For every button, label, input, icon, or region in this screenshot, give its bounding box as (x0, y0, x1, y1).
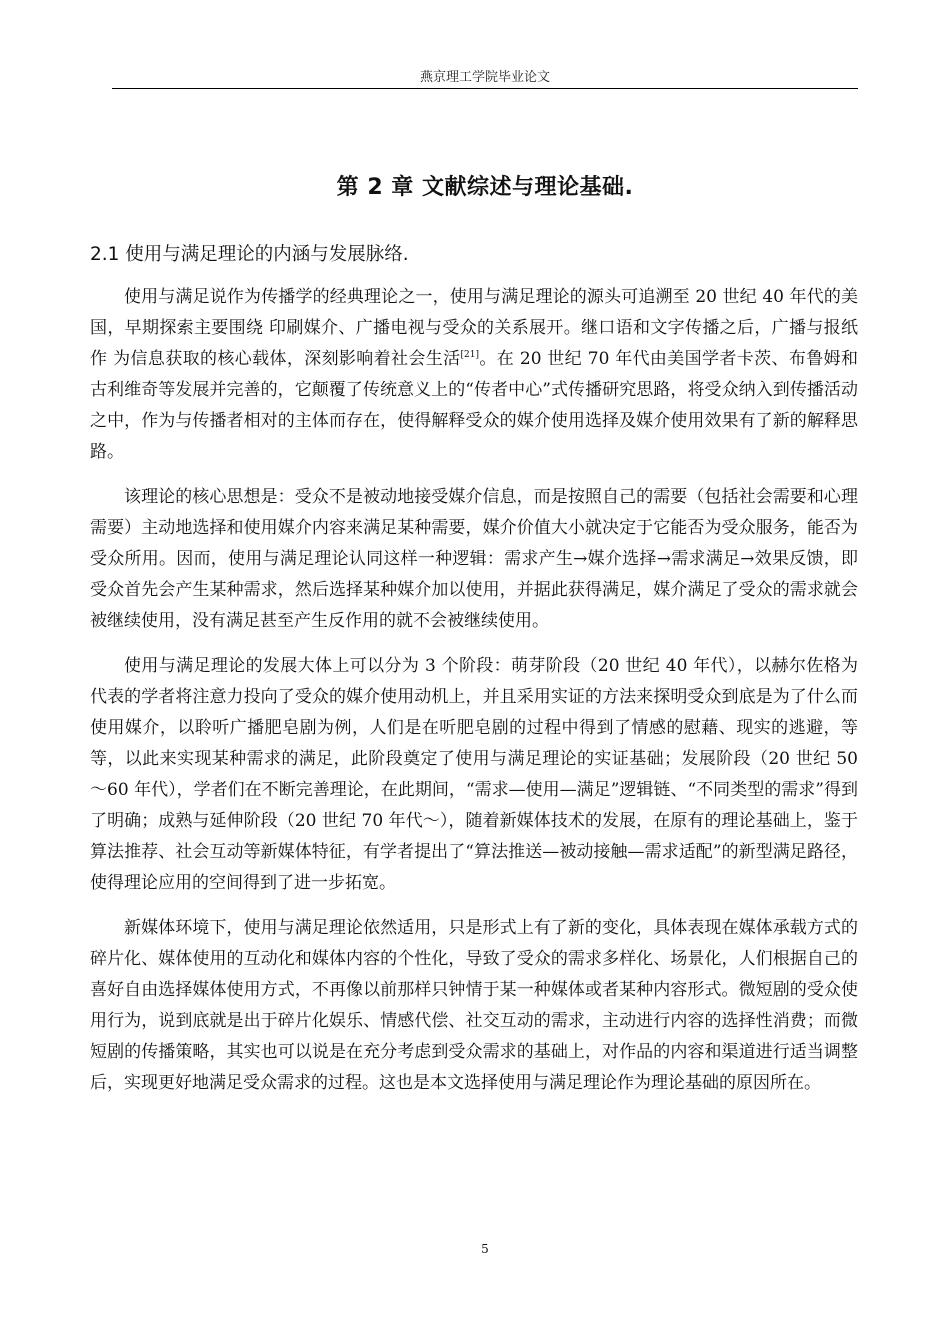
citation-reference: [21] (460, 350, 479, 360)
chapter-title: 第 2 章 文献综述与理论基础. (336, 175, 634, 200)
paragraph-3: 使用与满足理论的发展大体上可以分为 3 个阶段：萌芽阶段（20 世纪 40 年代），以赫尔佐格为代表的学者将注意力投向了受众的媒介使用动机上，并且采用实证的方法来探明受众到底是为了什么而使用媒介，以聆听广播肥皂剧为例，人们是在听肥皂剧的过程中得到了情感的慰藉、现实的逃避，等等，以此来实现某种需求的满足，此阶段奠定了使用与满足理论的实证基础；发展阶段（20 世纪 50～60 年代），学者们在不断完善理论，在此期间，“需求—使用—满足”逻辑链、“不同类型的需求”得到了明确；成熟与延伸阶段（20 世纪 70 年代～），随着新媒体技术的发展，在原有的理论基础上，鉴于算法推荐、社会互动等新媒体特征，有学者提出了“算法推送—被动接触—需求适配”的新型满足路径，使得理论应用的空间得到了进一步拓宽。 (90, 656, 858, 893)
header-divider (112, 88, 858, 89)
paragraph-4: 新媒体环境下，使用与满足理论依然适用，只是形式上有了新的变化，具体表现在媒体承载方式的碎片化、媒体使用的互动化和媒体内容的个性化，导致了受众的需求多样化、场景化，人们根据自己的喜好自由选择媒体使用方式，不再像以前那样只钟情于某一种媒体或者某种内容形式。微短剧的受众使用行为，说到底就是出于碎片化娱乐、情感代偿、社交互动的需求，主动进行内容的选择性消费；而微短剧的传播策略，其实也可以说是在充分考虑到受众需求的基础上，对作品的内容和渠道进行适当调整后，实现更好地满足受众需求的过程。这也是本文选择使用与满足理论作为理论基础的原因所在。 (90, 918, 858, 1093)
paragraph-1 (90, 282, 858, 468)
body-text (90, 282, 858, 1113)
paragraph-2: 该理论的核心思想是：受众不是被动地接受媒介信息，而是按照自己的需要（包括社会需要和心理需要）主动地选择和使用媒介内容来满足某种需要，媒介价值大小就决定于它能否为受众服务，能否为受众所用。因而，使用与满足理论认同这样一种逻辑：需求产生→媒介选择→需求满足→效果反馈，即受众首先会产生某种需求，然后选择某种媒介加以使用，并据此获得满足，媒介满足了受众的需求就会被继续使用，没有满足甚至产生反作用的就不会被继续使用。 (90, 487, 858, 631)
running-header: 燕京理工学院毕业论文 (419, 70, 550, 85)
section-heading: 2.1 使用与满足理论的内涵与发展脉络. (90, 244, 409, 265)
paragraph-1-text-a: 使用与满足说作为传播学的经典理论之一，使用与满足理论的源头可追溯至 20 世纪 40 年代的美国，早期探索主要围绕 印刷媒介、广播电视与受众的关系展开。继口语和文字传播之后，广播与报纸作 为信息获取的核心载体，深刻影响着社会生活 (90, 287, 858, 369)
paragraph-1-text-b: 。在 20 世纪 70 年代由美国学者卡茨、布鲁姆和古利维奇等发展并完善的，它颠覆了传统意义上的“传者中心”式传播研究思路，将受众纳入到传播活动之中，作为与传播者相对的主体而存在，使得解释受众的媒介使用选择及媒介使用效果有了新的解释思路。 (90, 349, 858, 462)
page-number: 5 (481, 1242, 489, 1256)
